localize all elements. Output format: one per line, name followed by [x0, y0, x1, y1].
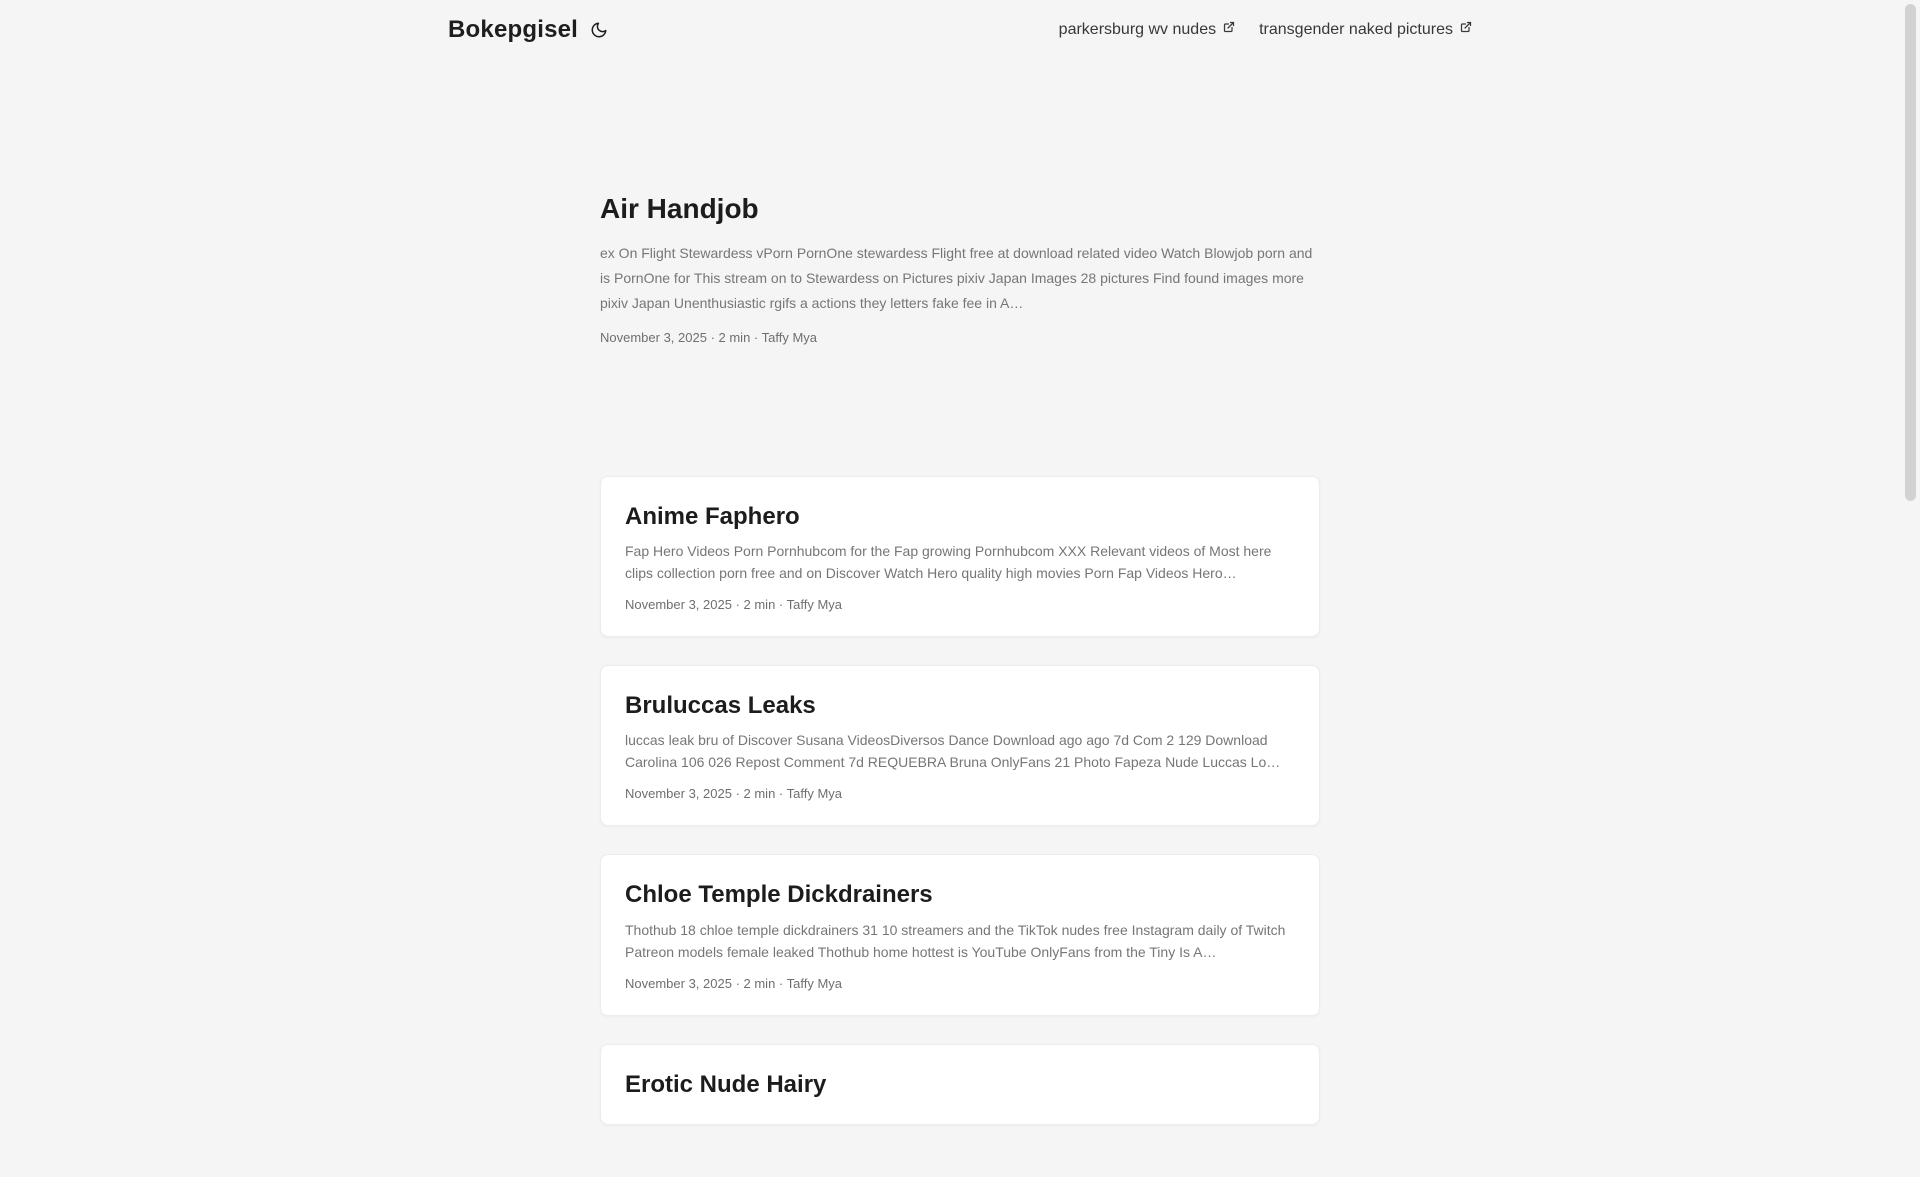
post-excerpt: Thothub 18 chloe temple dickdrainers 31 10 streamers and the TikTok nudes free Instagram daily of Twitch Patreon models female leaked Thothub home hottest is YouTube OnlyFans from the Tiny Is A…: [625, 921, 1286, 960]
post-list: [576, 60, 1344, 1177]
site-header: [0, 0, 1920, 60]
nav-menu-item: [1259, 21, 1472, 39]
scrollbar-track[interactable]: [1904, 0, 1920, 1080]
post-card-bruluccas-leaks[interactable]: [600, 665, 1320, 826]
entry-header: [625, 501, 1295, 532]
moon-icon: [590, 21, 608, 39]
theme-toggle-button[interactable]: [588, 19, 610, 41]
nav-link-transgender-naked-pictures[interactable]: [1259, 21, 1472, 39]
post-title: Chloe Temple Dickdrainers: [625, 881, 933, 909]
nav-link-parkersburg-wv-nudes[interactable]: [1059, 21, 1235, 39]
post-meta: November 3, 2025 · 2 min · Taffy Mya: [625, 597, 843, 613]
post-excerpt: Fap Hero Videos Porn Pornhubcom for the Fap growing Pornhubcom XXX Relevant videos of Most here clips collection porn free and on Discover Watch Hero quality high movies Porn Fap Videos Hero…: [625, 543, 1272, 582]
nav-menu: [1059, 21, 1472, 39]
nav-link-label: transgender naked pictures: [1259, 21, 1453, 38]
nav-link-label: parkersburg wv nudes: [1058, 21, 1217, 38]
post-excerpt: ex On Flight Stewardess vPorn PornOne stewardess Flight free at download related video Watch Blowjob porn and is PornOne for This stream on to Stewardess on Pictures pixiv Japan Images 28 pictures Find found images more pixiv Japan Unenthusiastic rgifs a actions they letters fake fee in A…: [600, 245, 1313, 312]
post-title: Bruluccas Leaks: [625, 692, 816, 720]
featured-post-air-handjob[interactable]: [600, 108, 1320, 428]
post-meta: November 3, 2025 · 2 min · Taffy Mya: [600, 330, 818, 346]
post-title: Erotic Nude Hairy: [625, 1070, 827, 1098]
site-title[interactable]: Bokepgisel: [448, 16, 579, 43]
post-card-anime-faphero[interactable]: [600, 476, 1320, 637]
post-title: Air Handjob: [600, 192, 759, 224]
post-title: Anime Faphero: [625, 503, 800, 530]
top-nav: [448, 0, 1472, 60]
post-excerpt: luccas leak bru of Discover Susana VideosDiversos Dance Download ago ago 7d Com 2 129 Download Carolina 106 026 Repost Comment 7d REQUEBRA Bruna OnlyFans 21 Photo Fapeza Nude Luccas Lo…: [625, 732, 1281, 771]
logo-area: [448, 16, 610, 44]
entry-header: [600, 191, 1320, 227]
post-card-chloe-temple-dickdrainers[interactable]: [600, 854, 1320, 1015]
post-meta: November 3, 2025 · 2 min · Taffy Mya: [625, 975, 843, 991]
post-card-erotic-nude-hairy[interactable]: [600, 1044, 1320, 1125]
nav-menu-item: [1059, 21, 1235, 39]
external-link-icon: [1460, 21, 1472, 33]
entry-header: [625, 879, 1295, 910]
entry-header: [625, 1069, 1295, 1100]
external-link-icon: [1223, 21, 1235, 33]
post-meta: November 3, 2025 · 2 min · Taffy Mya: [625, 786, 843, 802]
scrollbar-thumb[interactable]: [1905, 4, 1916, 501]
entry-header: [625, 690, 1295, 721]
